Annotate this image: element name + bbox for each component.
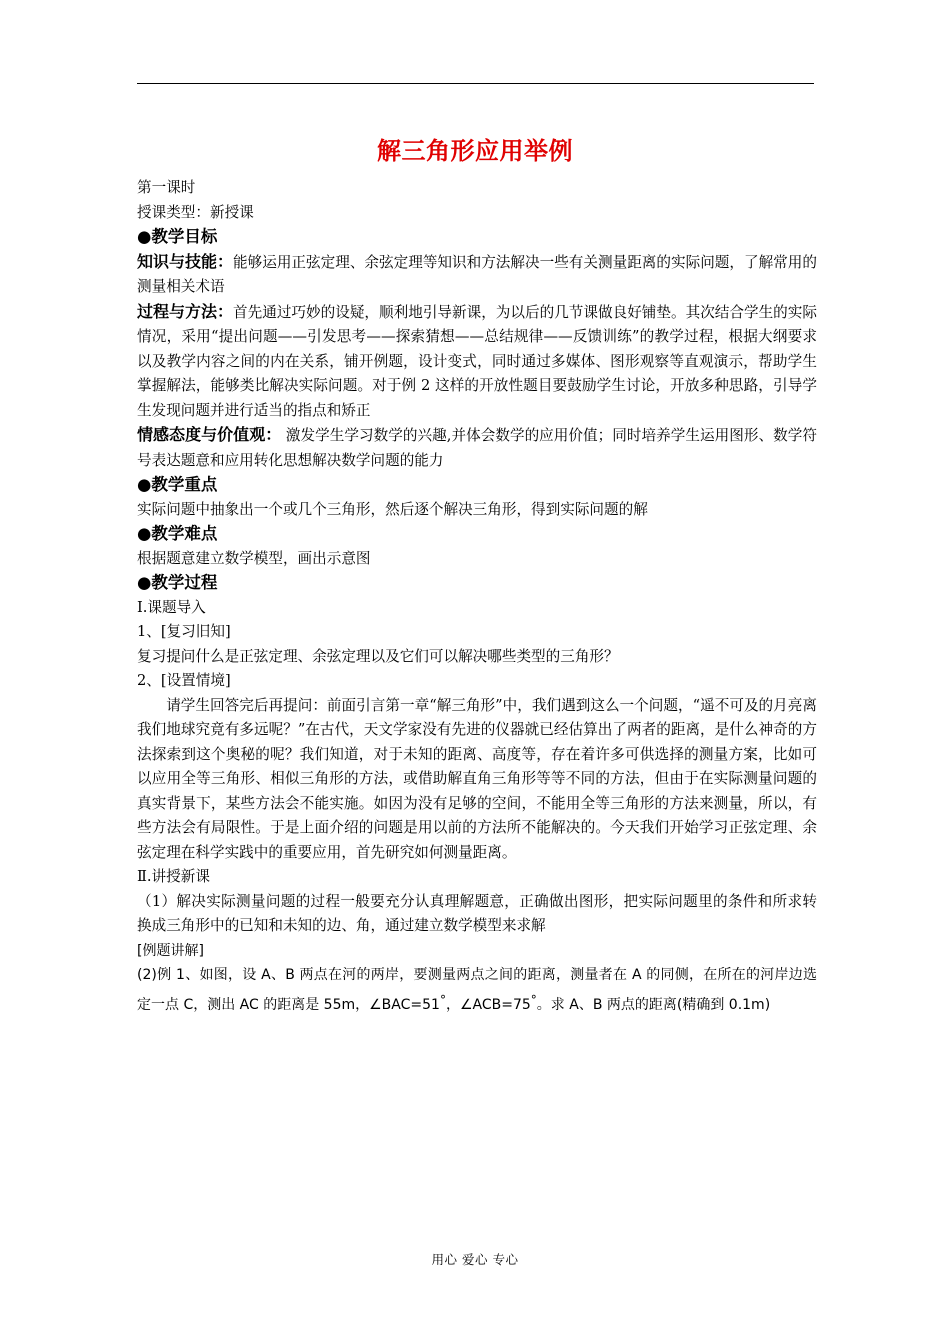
process-method-paragraph: [137, 300, 817, 424]
item-2-title: 2、[设置情境]: [137, 672, 231, 689]
difficulty-heading: ●教学难点: [137, 524, 218, 543]
emotion-text: 激发学生学习数学的兴趣,并体会数学的应用价值；同时培养学生运用图形、数学符号表达题意和应用转化思想解决数学问题的能力: [137, 427, 817, 469]
process-heading: ●教学过程: [137, 573, 218, 592]
process-text: 首先通过巧妙的设疑，顺利地引导新课，为以后的几节课做良好铺垫。其次结合学生的实际情况，采用“提出问题——引发思考——探索猜想——总结规律——反馈训练”的教学过程，根据大纲要求以及教学内容之间的内在关系，铺开例题，设计变式，同时通过多媒体、图形观察等直观演示，帮助学生掌握解法，能够类比解决实际问题。对于例 2 这样的开放性题目要鼓励学生讨论，开放多种思路，引导学生发现问题并进行适当的指点和矫正: [137, 303, 817, 419]
page-footer: 用心 爱心 专心: [431, 1252, 519, 1267]
page-title: 解三角形应用举例: [377, 137, 573, 165]
angle-bac-value: 51: [422, 996, 440, 1013]
document-body: [137, 176, 817, 1017]
header-rule: [137, 83, 814, 84]
key-point-text: 实际问题中抽象出一个或几个三角形，然后逐个解决三角形，得到实际问题的解: [137, 500, 648, 518]
objectives-heading: ●教学目标: [137, 227, 218, 246]
example-1-paragraph: [137, 963, 817, 1017]
section-1-title: Ⅰ.课题导入: [137, 598, 206, 616]
item-2-text: 请学生回答完后再提问：前面引言第一章“解三角形”中，我们遇到这么一个问题，“遥不可及的月亮离我们地球究竟有多远呢？”在古代，天文学家没有先进的仪器就已经估算出了两者的距离，是什么神奇的方法探索到这个奥秘的呢？我们知道，对于未知的距离、高度等，存在着许多可供选择的测量方案，比如可以应用全等三角形、相似三角形的方法，或借助解直角三角形等等不同的方法，但由于在实际测量问题的真实背景下，某些方法会不能实施。如因为没有足够的空间，不能用全等三角形的方法来测量，所以，有些方法会有局限性。于是上面介绍的问题是用以前的方法所不能解决的。今天我们开始学习正弦定理、余弦定理在科学实践中的重要应用，首先研究如何测量距离。: [137, 696, 817, 861]
item-1-title: 1、[复习旧知]: [137, 623, 231, 640]
example-1-text-a: (2)例 1、如图，设 A、B 两点在河的两岸，要测量两点之间的距离，测量者在 A 的同侧，在所在的河岸边选定一点 C，测出 AC 的距离是 55m，∠BAC=: [137, 967, 817, 1013]
example-label: [例题讲解]: [137, 942, 204, 959]
degree-mark: °: [439, 992, 446, 1007]
section-2-paragraph: （1）解决实际测量问题的过程一般要充分认真理解题意，正确做出图形，把实际问题里的条件和所求转换成三角形中的已知和未知的边、角，通过建立数学模型来求解: [137, 892, 817, 934]
process-label: 过程与方法：: [137, 301, 234, 321]
item-1-text: 复习提问什么是正弦定理、余弦定理以及它们可以解决哪些类型的三角形？: [137, 647, 619, 665]
knowledge-text: 能够运用正弦定理、余弦定理等知识和方法解决一些有关测量距离的实际问题，了解常用的测量相关术语: [137, 253, 817, 295]
section-2-title: Ⅱ.讲授新课: [137, 868, 210, 885]
lesson-line: 第一课时: [137, 179, 196, 196]
knowledge-paragraph: [137, 250, 817, 300]
knowledge-label: 知识与技能：: [137, 251, 234, 271]
difficulty-text: 根据题意建立数学模型，画出示意图: [137, 549, 371, 567]
key-point-heading: ●教学重点: [137, 475, 218, 494]
example-1-text-c: 。求 A、B 两点的距离(精确到 0.1m): [536, 996, 771, 1013]
example-1-text-b: ，∠ACB=: [445, 996, 513, 1013]
lesson-type-line: 授课类型：新授课: [137, 203, 254, 221]
angle-acb-value: 75: [512, 996, 531, 1013]
emotion-paragraph: [137, 423, 817, 473]
degree-mark: °: [530, 992, 537, 1007]
emotion-label: 情感态度与价值观：: [137, 425, 282, 444]
